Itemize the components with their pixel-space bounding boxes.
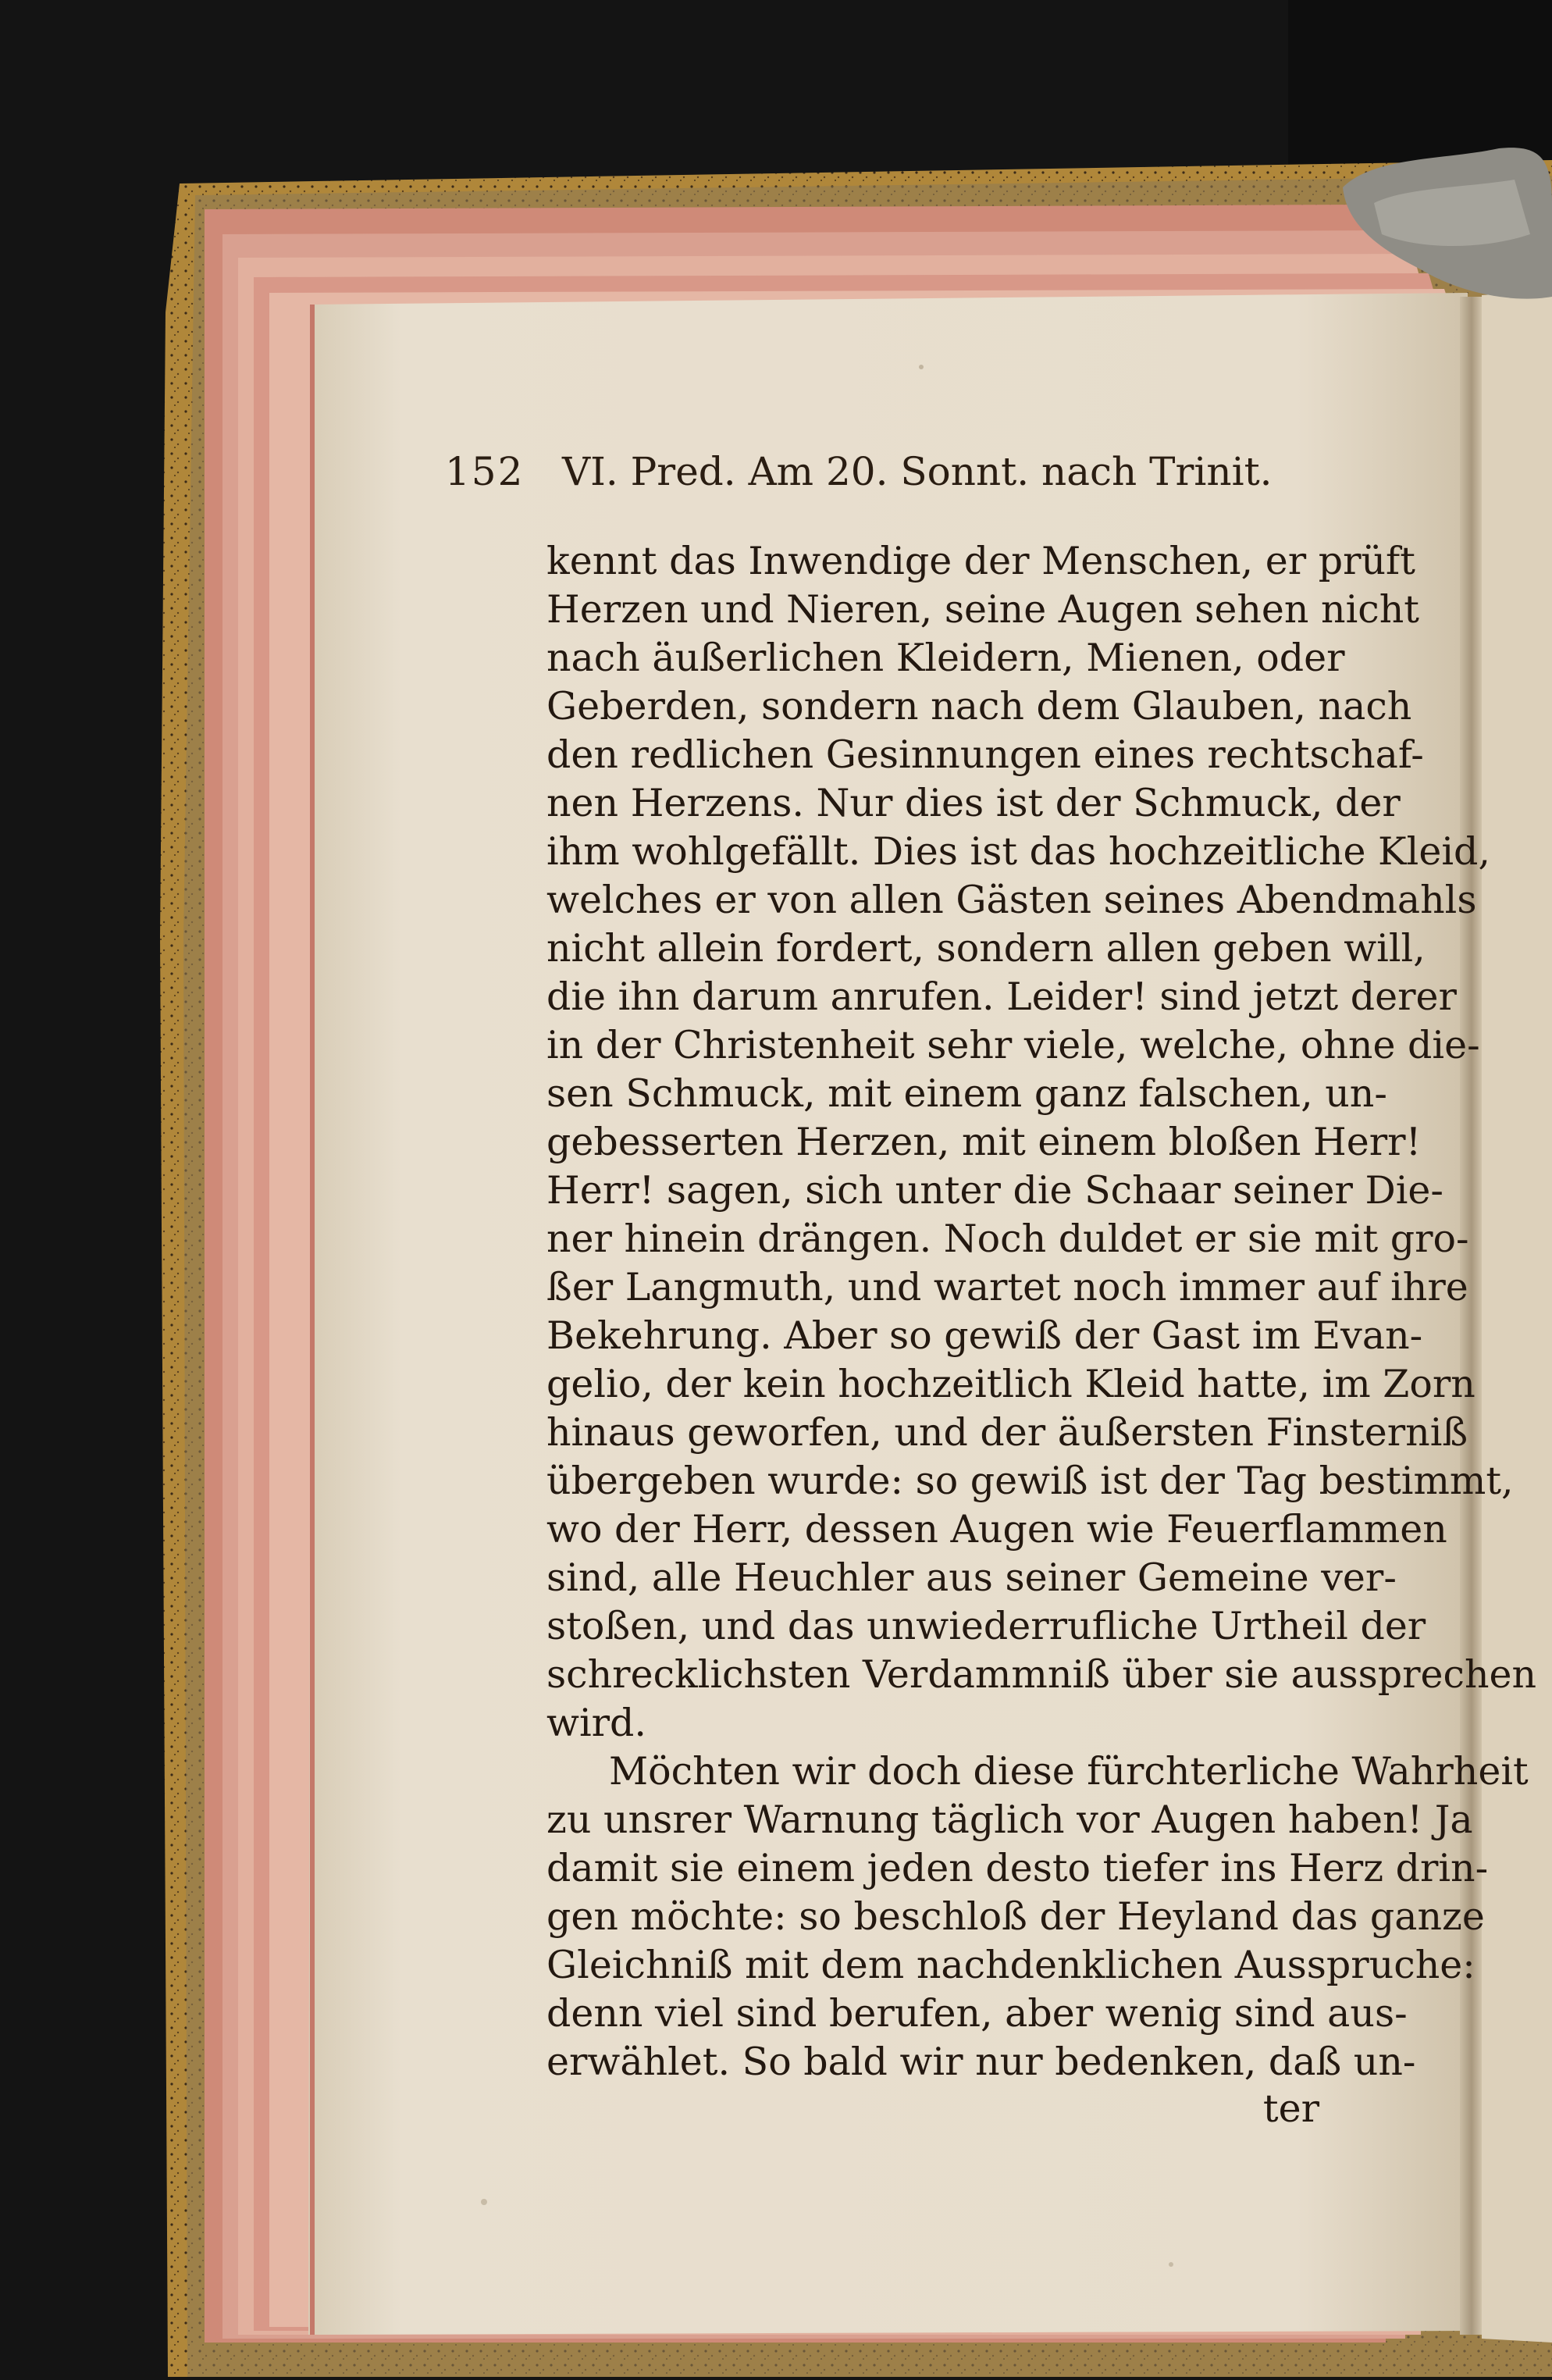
text-line: übergeben wurde: so gewiß ist der Tag bestimmt, [546,1459,1514,1503]
text-line: gebesserten Herzen, mit einem bloßen Herr! [546,1120,1422,1164]
text-line: denn viel sind berufen, aber wenig sind aus- [546,1991,1408,2036]
text-line: nach äußerlichen Kleidern, Mienen, oder [546,636,1345,680]
text-line: die ihn darum anrufen. Leider! sind jetzt derer [546,974,1457,1019]
text-line: ßer Langmuth, und wartet noch immer auf ihre [546,1265,1468,1309]
text-line: in der Christenheit sehr viele, welche, ohne die- [546,1023,1480,1067]
text-line: gelio, der kein hochzeitlich Kleid hatte, im Zorn [546,1362,1475,1406]
text-line: Bekehrung. Aber so gewiß der Gast im Evan- [546,1313,1423,1358]
text-line: sind, alle Heuchler aus seiner Gemeine ver- [546,1555,1397,1600]
text-line: ihm wohlgefällt. Dies ist das hochzeitliche Kleid, [546,829,1490,874]
running-head: VI. Pred. Am 20. Sonnt. nach Trinit. [562,449,1273,494]
text-line: Möchten wir doch diese fürchterliche Wahrheit [609,1749,1529,1794]
text-line: damit sie einem jeden desto tiefer ins Herz drin- [546,1846,1489,1890]
text-line: wird. [546,1701,646,1745]
text-line: nicht allein fordert, sondern allen geben will, [546,926,1426,971]
text-line: hinaus geworfen, und der äußersten Finsterniß [546,1410,1468,1455]
text-line: kennt das Inwendige der Menschen, er prüft [546,539,1415,583]
catchword: ter [1262,2086,1319,2131]
text-line: stoßen, und das unwiederrufliche Urtheil der [546,1604,1426,1648]
text-line: ner hinein drängen. Noch duldet er sie mit gro- [546,1217,1469,1261]
text-line: Gleichniß mit dem nachdenklichen Ausspruche: [546,1943,1475,1987]
text-line: zu unsrer Warnung täglich vor Augen haben! Ja [546,1797,1473,1842]
text-line: Herr! sagen, sich unter die Schaar seiner Die- [546,1168,1443,1213]
text-line: den redlichen Gesinnungen eines rechtschaf- [546,732,1424,777]
text-line: erwählet. So bald wir nur bedenken, daß un- [546,2040,1416,2084]
text-line: nen Herzens. Nur dies ist der Schmuck, der [546,781,1401,825]
text-line: Herzen und Nieren, seine Augen sehen nicht [546,587,1419,632]
page-number: 152 [445,449,525,494]
text-line: schrecklichsten Verdammniß über sie aussprechen [546,1652,1537,1697]
text-line: Geberden, sondern nach dem Glauben, nach [546,684,1412,729]
text-line: welches er von allen Gästen seines Abendmahls [546,878,1477,922]
text-line: gen möchte: so beschloß der Heyland das ganze [546,1894,1485,1939]
text-line: wo der Herr, dessen Augen wie Feuerflammen [546,1507,1447,1552]
text-line: sen Schmuck, mit einem ganz falschen, un- [546,1071,1387,1116]
